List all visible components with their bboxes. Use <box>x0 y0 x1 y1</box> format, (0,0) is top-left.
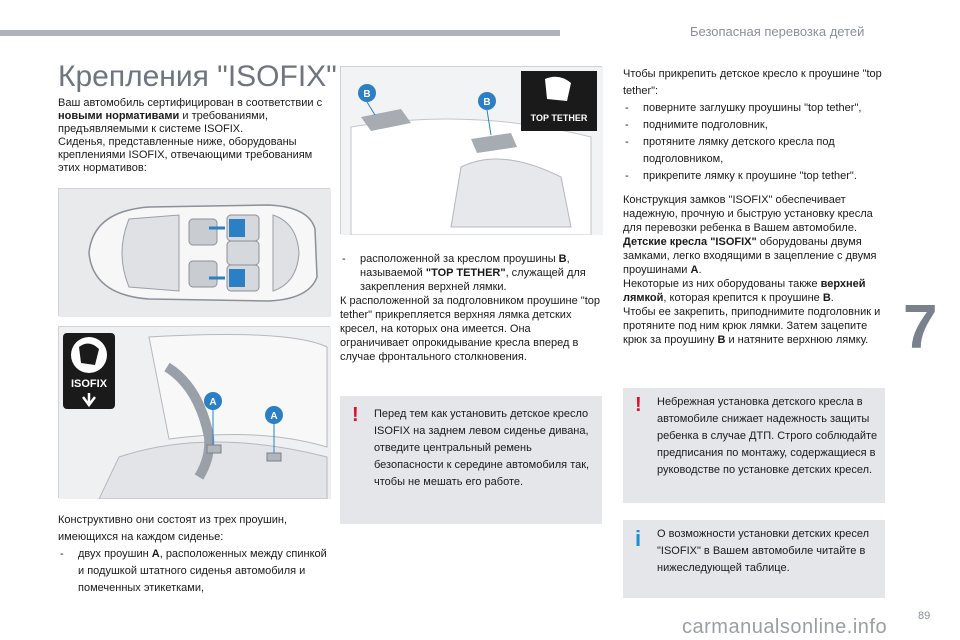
anchor-description: Конструктивно они состоят из трех проушин, имеющихся на каждом сиденье: <box>58 514 288 543</box>
info-icon: i <box>635 526 642 551</box>
list-item: - поверните заглушку проушины "top tether", <box>623 100 885 117</box>
info-note <box>623 520 885 598</box>
list-item: - расположенной за креслом проушины B, называемой "TOP TETHER", служащей для закрепления верхней лямки. <box>340 252 602 294</box>
list-item: - протяните лямку детского кресла под подголовником, <box>623 134 885 168</box>
warning-text: Небрежная установка детского кресла в автомобиле снижает надежность защиты ребенка в случае ДТП. Строго соблюдайте предписания по монтажу, содержащиеся в руководстве по установке детских кресел. <box>657 396 878 476</box>
top-strap-paragraph: Некоторые из них оборудованы также верхней лямкой, которая крепится к проушине B. <box>623 278 866 304</box>
list-item: - поднимите подголовник, <box>623 117 885 134</box>
exclamation-icon: ! <box>352 404 359 426</box>
info-text: О возможности установки детских кресел "ISOFIX" в Вашем автомобиле читайте в нижеследующей таблице. <box>657 528 869 574</box>
anchor-b-label-2: B <box>483 97 491 108</box>
top-tether-paragraph: К расположенной за подголовником проушине "top tether" прикрепляется верхняя лямка детских кресел, на которых она имеется. Она ограничивает опрокидывание кресла вперед в случае фронтального столкновения. <box>340 295 601 363</box>
warning-note <box>340 396 602 524</box>
exclamation-icon: ! <box>635 394 642 416</box>
intro-para-1: Ваш автомобиль сертифицирован в соответствии с новыми нормативами и требованиями, предъявляемыми к системе ISOFIX. <box>58 97 323 135</box>
trunk-anchor-illustration <box>340 66 602 234</box>
watermark: carmanualsonline.info <box>682 616 888 638</box>
page-number: 89 <box>918 610 931 622</box>
isofix-lock-paragraph: Конструкция замков "ISOFIX" обеспечивает надежную, прочную и быструю установку кресла для перевозки ребенка в Вашем автомобиле. <box>623 194 873 234</box>
anchor-a-label-2: A <box>270 411 278 422</box>
right-middle-text <box>623 193 885 347</box>
car-top-view-illustration <box>58 188 330 316</box>
warning-note <box>623 388 885 503</box>
page-title: Крепления "ISOFIX" <box>58 60 337 93</box>
isofix-seat-illustration <box>58 326 330 498</box>
list-item: - прикрепите лямку к проушине "top tether". <box>623 168 885 185</box>
intro-text <box>58 97 328 175</box>
anchor-b-label-1: B <box>363 89 371 100</box>
bottom-left-text <box>58 512 330 597</box>
header-rule <box>0 30 560 36</box>
isofix-label: ISOFIX <box>70 378 108 390</box>
chapter-number: 7 <box>903 293 938 362</box>
right-top-text <box>623 66 885 185</box>
anchor-a-label-1: A <box>209 397 217 408</box>
list-item: - двух проушин A, расположенных между спинкой и подушкой штатного сиденья автомобиля и помеченных этикетками, <box>58 546 330 597</box>
middle-text <box>340 252 602 364</box>
isofix-seats-paragraph: Детские кресла "ISOFIX" оборудованы двумя замками, легко входящими в зацепление с двумя проушинами A. <box>623 236 877 276</box>
section-title: Безопасная перевозка детей <box>690 24 865 39</box>
steps-intro: Чтобы прикрепить детское кресло к проушине "top tether": <box>623 68 882 97</box>
attach-strap-paragraph: Чтобы ее закрепить, приподнимите подголовник и протяните под ним крюк лямки. Затем зацепите крюк за проушину B и натяните верхнюю лямку. <box>623 306 881 346</box>
top-tether-label: TOP TETHER <box>530 113 588 123</box>
warning-text: Перед тем как установить детское кресло ISOFIX на заднем левом сиденье дивана, отведите центральный ремень безопасности к середине автомобиля так, чтобы не мешать его работе. <box>374 408 590 488</box>
intro-para-2: Сиденья, представленные ниже, оборудованы креплениями ISOFIX, отвечающими требованиям этих нормативов: <box>58 136 313 174</box>
